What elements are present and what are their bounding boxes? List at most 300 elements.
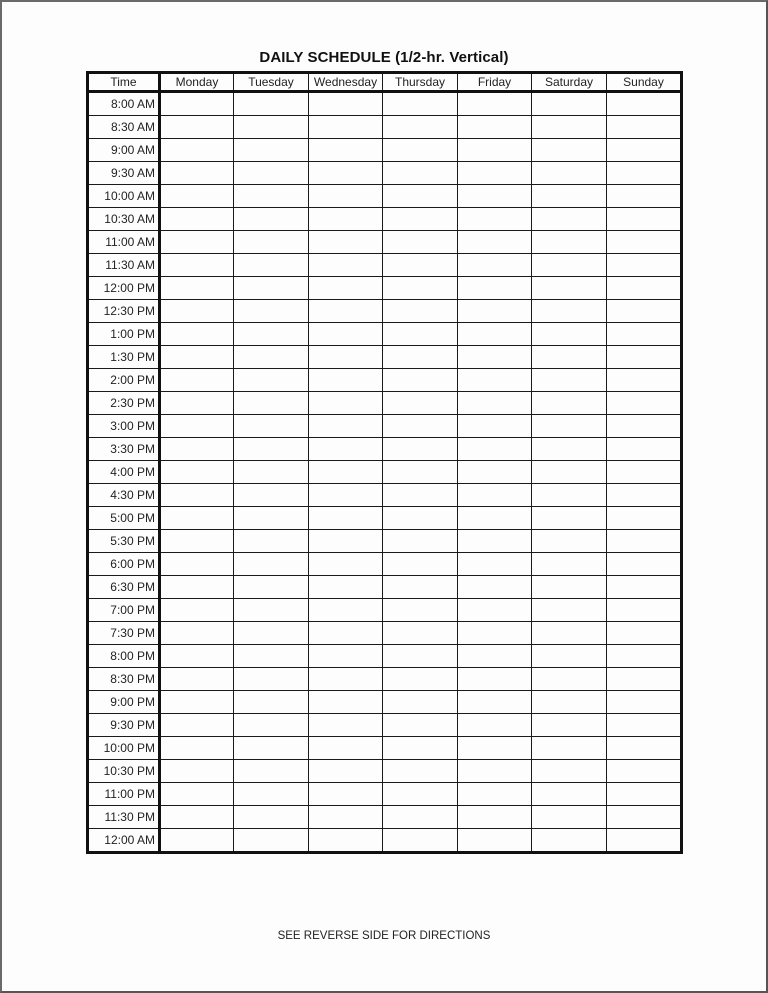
- time-label: 9:30 PM: [88, 714, 160, 737]
- schedule-cell-sunday[interactable]: [607, 415, 682, 438]
- schedule-cell-sunday[interactable]: [607, 92, 682, 116]
- schedule-cell-monday[interactable]: [160, 806, 234, 829]
- schedule-cell-tuesday[interactable]: [234, 323, 309, 346]
- schedule-cell-friday[interactable]: [458, 185, 532, 208]
- schedule-cell-friday[interactable]: [458, 668, 532, 691]
- schedule-cell-friday[interactable]: [458, 622, 532, 645]
- schedule-cell-tuesday[interactable]: [234, 438, 309, 461]
- time-label: 4:30 PM: [88, 484, 160, 507]
- schedule-cell-thursday[interactable]: [383, 139, 458, 162]
- schedule-cell-sunday[interactable]: [607, 714, 682, 737]
- schedule-cell-sunday[interactable]: [607, 369, 682, 392]
- schedule-cell-friday[interactable]: [458, 599, 532, 622]
- time-label: 9:00 PM: [88, 691, 160, 714]
- table-row: [88, 806, 682, 829]
- schedule-cell-thursday[interactable]: [383, 645, 458, 668]
- schedule-cell-monday[interactable]: [160, 162, 234, 185]
- schedule-cell-saturday[interactable]: [532, 300, 607, 323]
- schedule-cell-tuesday[interactable]: [234, 645, 309, 668]
- schedule-cell-thursday[interactable]: [383, 553, 458, 576]
- schedule-cell-saturday[interactable]: [532, 806, 607, 829]
- time-label: 8:00 AM: [88, 92, 160, 116]
- schedule-cell-monday[interactable]: [160, 277, 234, 300]
- table-row: [88, 254, 682, 277]
- schedule-cell-tuesday[interactable]: [234, 300, 309, 323]
- schedule-cell-thursday[interactable]: [383, 116, 458, 139]
- schedule-cell-sunday[interactable]: [607, 300, 682, 323]
- schedule-cell-friday[interactable]: [458, 576, 532, 599]
- schedule-cell-wednesday[interactable]: [309, 392, 383, 415]
- schedule-cell-wednesday[interactable]: [309, 346, 383, 369]
- schedule-cell-thursday[interactable]: [383, 668, 458, 691]
- schedule-cell-friday[interactable]: [458, 507, 532, 530]
- table-row: [88, 231, 682, 254]
- schedule-cell-monday[interactable]: [160, 461, 234, 484]
- schedule-cell-friday[interactable]: [458, 323, 532, 346]
- table-row: [88, 530, 682, 553]
- schedule-cell-tuesday[interactable]: [234, 599, 309, 622]
- schedule-cell-sunday[interactable]: [607, 208, 682, 231]
- schedule-cell-monday[interactable]: [160, 484, 234, 507]
- schedule-cell-wednesday[interactable]: [309, 576, 383, 599]
- schedule-cell-monday[interactable]: [160, 92, 234, 116]
- schedule-cell-sunday[interactable]: [607, 760, 682, 783]
- schedule-cell-sunday[interactable]: [607, 737, 682, 760]
- table-row: [88, 714, 682, 737]
- column-header-friday: Friday: [458, 73, 532, 92]
- schedule-cell-monday[interactable]: [160, 208, 234, 231]
- schedule-cell-sunday[interactable]: [607, 461, 682, 484]
- schedule-cell-monday[interactable]: [160, 737, 234, 760]
- schedule-cell-friday[interactable]: [458, 139, 532, 162]
- schedule-cell-sunday[interactable]: [607, 599, 682, 622]
- time-label: 7:00 PM: [88, 599, 160, 622]
- time-label: 9:00 AM: [88, 139, 160, 162]
- schedule-cell-friday[interactable]: [458, 231, 532, 254]
- schedule-cell-friday[interactable]: [458, 208, 532, 231]
- schedule-cell-saturday[interactable]: [532, 231, 607, 254]
- schedule-cell-monday[interactable]: [160, 254, 234, 277]
- schedule-cell-sunday[interactable]: [607, 254, 682, 277]
- schedule-cell-wednesday[interactable]: [309, 185, 383, 208]
- schedule-cell-saturday[interactable]: [532, 185, 607, 208]
- schedule-cell-sunday[interactable]: [607, 162, 682, 185]
- schedule-cell-saturday[interactable]: [532, 829, 607, 853]
- schedule-cell-saturday[interactable]: [532, 208, 607, 231]
- schedule-cell-wednesday[interactable]: [309, 116, 383, 139]
- schedule-cell-thursday[interactable]: [383, 369, 458, 392]
- schedule-cell-tuesday[interactable]: [234, 208, 309, 231]
- schedule-cell-thursday[interactable]: [383, 208, 458, 231]
- table-row: [88, 760, 682, 783]
- column-header-sunday: Sunday: [607, 73, 682, 92]
- schedule-cell-wednesday[interactable]: [309, 415, 383, 438]
- schedule-cell-saturday[interactable]: [532, 139, 607, 162]
- schedule-cell-saturday[interactable]: [532, 415, 607, 438]
- table-row: [88, 415, 682, 438]
- schedule-cell-wednesday[interactable]: [309, 599, 383, 622]
- schedule-cell-wednesday[interactable]: [309, 829, 383, 853]
- schedule-cell-sunday[interactable]: [607, 438, 682, 461]
- time-label: 4:00 PM: [88, 461, 160, 484]
- schedule-cell-thursday[interactable]: [383, 277, 458, 300]
- schedule-cell-friday[interactable]: [458, 530, 532, 553]
- schedule-cell-saturday[interactable]: [532, 484, 607, 507]
- schedule-cell-friday[interactable]: [458, 300, 532, 323]
- schedule-cell-saturday[interactable]: [532, 714, 607, 737]
- schedule-cell-wednesday[interactable]: [309, 162, 383, 185]
- schedule-cell-friday[interactable]: [458, 829, 532, 853]
- schedule-cell-tuesday[interactable]: [234, 530, 309, 553]
- schedule-cell-thursday[interactable]: [383, 576, 458, 599]
- table-row: [88, 668, 682, 691]
- schedule-cell-wednesday[interactable]: [309, 277, 383, 300]
- table-row: [88, 139, 682, 162]
- schedule-cell-sunday[interactable]: [607, 346, 682, 369]
- schedule-cell-saturday[interactable]: [532, 254, 607, 277]
- schedule-cell-wednesday[interactable]: [309, 530, 383, 553]
- schedule-cell-sunday[interactable]: [607, 622, 682, 645]
- time-label: 11:00 AM: [88, 231, 160, 254]
- schedule-cell-saturday[interactable]: [532, 438, 607, 461]
- schedule-cell-sunday[interactable]: [607, 829, 682, 853]
- time-label: 7:30 PM: [88, 622, 160, 645]
- schedule-cell-thursday[interactable]: [383, 530, 458, 553]
- schedule-cell-sunday[interactable]: [607, 691, 682, 714]
- schedule-cell-tuesday[interactable]: [234, 507, 309, 530]
- schedule-cell-sunday[interactable]: [607, 530, 682, 553]
- schedule-cell-friday[interactable]: [458, 714, 532, 737]
- schedule-cell-tuesday[interactable]: [234, 231, 309, 254]
- schedule-cell-wednesday[interactable]: [309, 92, 383, 116]
- schedule-cell-saturday[interactable]: [532, 783, 607, 806]
- schedule-cell-thursday[interactable]: [383, 691, 458, 714]
- schedule-cell-thursday[interactable]: [383, 737, 458, 760]
- schedule-cell-tuesday[interactable]: [234, 277, 309, 300]
- schedule-cell-tuesday[interactable]: [234, 254, 309, 277]
- table-row: [88, 392, 682, 415]
- column-header-thursday: Thursday: [383, 73, 458, 92]
- schedule-cell-thursday[interactable]: [383, 829, 458, 853]
- schedule-cell-thursday[interactable]: [383, 783, 458, 806]
- schedule-cell-friday[interactable]: [458, 760, 532, 783]
- time-label: 1:30 PM: [88, 346, 160, 369]
- schedule-cell-sunday[interactable]: [607, 783, 682, 806]
- schedule-cell-saturday[interactable]: [532, 92, 607, 116]
- schedule-cell-thursday[interactable]: [383, 300, 458, 323]
- schedule-cell-tuesday[interactable]: [234, 668, 309, 691]
- schedule-cell-monday[interactable]: [160, 645, 234, 668]
- schedule-cell-monday[interactable]: [160, 622, 234, 645]
- schedule-cell-wednesday[interactable]: [309, 254, 383, 277]
- schedule-cell-thursday[interactable]: [383, 346, 458, 369]
- schedule-cell-tuesday[interactable]: [234, 162, 309, 185]
- schedule-cell-monday[interactable]: [160, 530, 234, 553]
- schedule-cell-tuesday[interactable]: [234, 576, 309, 599]
- time-label: 12:00 AM: [88, 829, 160, 853]
- schedule-cell-saturday[interactable]: [532, 346, 607, 369]
- schedule-cell-friday[interactable]: [458, 645, 532, 668]
- schedule-cell-sunday[interactable]: [607, 323, 682, 346]
- schedule-cell-friday[interactable]: [458, 116, 532, 139]
- schedule-cell-sunday[interactable]: [607, 392, 682, 415]
- schedule-cell-tuesday[interactable]: [234, 484, 309, 507]
- schedule-cell-saturday[interactable]: [532, 576, 607, 599]
- schedule-cell-friday[interactable]: [458, 254, 532, 277]
- schedule-cell-thursday[interactable]: [383, 714, 458, 737]
- schedule-cell-thursday[interactable]: [383, 392, 458, 415]
- schedule-cell-wednesday[interactable]: [309, 553, 383, 576]
- schedule-cell-monday[interactable]: [160, 231, 234, 254]
- schedule-cell-wednesday[interactable]: [309, 714, 383, 737]
- schedule-cell-tuesday[interactable]: [234, 415, 309, 438]
- schedule-cell-thursday[interactable]: [383, 760, 458, 783]
- schedule-cell-saturday[interactable]: [532, 737, 607, 760]
- time-label: 10:30 PM: [88, 760, 160, 783]
- column-header-tuesday: Tuesday: [234, 73, 309, 92]
- column-header-monday: Monday: [160, 73, 234, 92]
- time-label: 11:00 PM: [88, 783, 160, 806]
- schedule-cell-monday[interactable]: [160, 438, 234, 461]
- schedule-cell-sunday[interactable]: [607, 484, 682, 507]
- table-row: [88, 461, 682, 484]
- table-row: [88, 323, 682, 346]
- schedule-cell-saturday[interactable]: [532, 323, 607, 346]
- schedule-cell-friday[interactable]: [458, 92, 532, 116]
- schedule-cell-monday[interactable]: [160, 760, 234, 783]
- time-label: 8:00 PM: [88, 645, 160, 668]
- schedule-cell-wednesday[interactable]: [309, 645, 383, 668]
- schedule-cell-wednesday[interactable]: [309, 691, 383, 714]
- schedule-cell-thursday[interactable]: [383, 599, 458, 622]
- schedule-cell-sunday[interactable]: [607, 507, 682, 530]
- schedule-cell-saturday[interactable]: [532, 530, 607, 553]
- schedule-cell-thursday[interactable]: [383, 185, 458, 208]
- table-row: [88, 783, 682, 806]
- column-header-wednesday: Wednesday: [309, 73, 383, 92]
- schedule-cell-monday[interactable]: [160, 714, 234, 737]
- time-label: 6:30 PM: [88, 576, 160, 599]
- table-row: [88, 438, 682, 461]
- schedule-cell-friday[interactable]: [458, 392, 532, 415]
- schedule-cell-monday[interactable]: [160, 507, 234, 530]
- schedule-cell-sunday[interactable]: [607, 231, 682, 254]
- schedule-cell-monday[interactable]: [160, 691, 234, 714]
- schedule-cell-wednesday[interactable]: [309, 461, 383, 484]
- schedule-cell-tuesday[interactable]: [234, 829, 309, 853]
- schedule-cell-saturday[interactable]: [532, 369, 607, 392]
- schedule-cell-sunday[interactable]: [607, 139, 682, 162]
- schedule-cell-thursday[interactable]: [383, 461, 458, 484]
- table-row: [88, 622, 682, 645]
- schedule-cell-friday[interactable]: [458, 346, 532, 369]
- schedule-cell-sunday[interactable]: [607, 576, 682, 599]
- schedule-cell-friday[interactable]: [458, 461, 532, 484]
- time-label: 3:30 PM: [88, 438, 160, 461]
- schedule-cell-friday[interactable]: [458, 162, 532, 185]
- schedule-cell-monday[interactable]: [160, 139, 234, 162]
- table-row: [88, 300, 682, 323]
- schedule-cell-wednesday[interactable]: [309, 438, 383, 461]
- schedule-cell-saturday[interactable]: [532, 553, 607, 576]
- table-row: [88, 185, 682, 208]
- table-row: [88, 346, 682, 369]
- schedule-cell-tuesday[interactable]: [234, 737, 309, 760]
- schedule-cell-saturday[interactable]: [532, 116, 607, 139]
- time-label: 8:30 AM: [88, 116, 160, 139]
- time-label: 3:00 PM: [88, 415, 160, 438]
- schedule-cell-friday[interactable]: [458, 484, 532, 507]
- table-row: [88, 277, 682, 300]
- schedule-cell-wednesday[interactable]: [309, 783, 383, 806]
- schedule-cell-tuesday[interactable]: [234, 116, 309, 139]
- schedule-cell-thursday[interactable]: [383, 484, 458, 507]
- schedule-cell-sunday[interactable]: [607, 645, 682, 668]
- schedule-cell-saturday[interactable]: [532, 392, 607, 415]
- schedule-cell-tuesday[interactable]: [234, 714, 309, 737]
- schedule-cell-sunday[interactable]: [607, 668, 682, 691]
- table-row: [88, 829, 682, 853]
- schedule-cell-thursday[interactable]: [383, 507, 458, 530]
- schedule-cell-saturday[interactable]: [532, 162, 607, 185]
- time-label: 10:00 AM: [88, 185, 160, 208]
- schedule-cell-wednesday[interactable]: [309, 622, 383, 645]
- schedule-cell-saturday[interactable]: [532, 760, 607, 783]
- schedule-cell-saturday[interactable]: [532, 277, 607, 300]
- table-row: [88, 208, 682, 231]
- schedule-cell-friday[interactable]: [458, 783, 532, 806]
- schedule-cell-saturday[interactable]: [532, 461, 607, 484]
- schedule-cell-monday[interactable]: [160, 392, 234, 415]
- schedule-cell-tuesday[interactable]: [234, 139, 309, 162]
- schedule-cell-wednesday[interactable]: [309, 208, 383, 231]
- header-row: [88, 73, 682, 92]
- table-row: [88, 507, 682, 530]
- time-label: 1:00 PM: [88, 323, 160, 346]
- schedule-cell-monday[interactable]: [160, 185, 234, 208]
- schedule-cell-monday[interactable]: [160, 783, 234, 806]
- page-title: DAILY SCHEDULE (1/2-hr. Vertical): [259, 49, 509, 66]
- schedule-cell-tuesday[interactable]: [234, 622, 309, 645]
- schedule-cell-monday[interactable]: [160, 668, 234, 691]
- schedule-cell-wednesday[interactable]: [309, 760, 383, 783]
- time-label: 12:00 PM: [88, 277, 160, 300]
- schedule-cell-saturday[interactable]: [532, 622, 607, 645]
- schedule-cell-friday[interactable]: [458, 438, 532, 461]
- schedule-cell-tuesday[interactable]: [234, 369, 309, 392]
- schedule-cell-thursday[interactable]: [383, 438, 458, 461]
- time-label: 10:00 PM: [88, 737, 160, 760]
- time-label: 9:30 AM: [88, 162, 160, 185]
- schedule-cell-friday[interactable]: [458, 277, 532, 300]
- schedule-cell-tuesday[interactable]: [234, 392, 309, 415]
- schedule-cell-monday[interactable]: [160, 599, 234, 622]
- schedule-cell-friday[interactable]: [458, 737, 532, 760]
- schedule-cell-tuesday[interactable]: [234, 760, 309, 783]
- schedule-cell-tuesday[interactable]: [234, 461, 309, 484]
- schedule-cell-friday[interactable]: [458, 553, 532, 576]
- schedule-cell-monday[interactable]: [160, 829, 234, 853]
- schedule-cell-friday[interactable]: [458, 369, 532, 392]
- time-label: 12:30 PM: [88, 300, 160, 323]
- time-label: 2:30 PM: [88, 392, 160, 415]
- schedule-cell-saturday[interactable]: [532, 507, 607, 530]
- schedule-cell-wednesday[interactable]: [309, 231, 383, 254]
- table-row: [88, 553, 682, 576]
- table-row: [88, 116, 682, 139]
- schedule-cell-saturday[interactable]: [532, 645, 607, 668]
- schedule-cell-saturday[interactable]: [532, 668, 607, 691]
- schedule-cell-monday[interactable]: [160, 415, 234, 438]
- schedule-cell-monday[interactable]: [160, 323, 234, 346]
- schedule-cell-wednesday[interactable]: [309, 806, 383, 829]
- schedule-cell-friday[interactable]: [458, 691, 532, 714]
- schedule-cell-wednesday[interactable]: [309, 323, 383, 346]
- schedule-cell-monday[interactable]: [160, 116, 234, 139]
- schedule-cell-tuesday[interactable]: [234, 783, 309, 806]
- time-label: 2:00 PM: [88, 369, 160, 392]
- schedule-cell-thursday[interactable]: [383, 254, 458, 277]
- footer-note: SEE REVERSE SIDE FOR DIRECTIONS: [277, 930, 491, 942]
- schedule-table: [86, 71, 683, 854]
- schedule-cell-tuesday[interactable]: [234, 185, 309, 208]
- schedule-cell-sunday[interactable]: [607, 553, 682, 576]
- column-header-time: Time: [88, 73, 160, 92]
- schedule-cell-tuesday[interactable]: [234, 346, 309, 369]
- schedule-cell-sunday[interactable]: [607, 277, 682, 300]
- time-label: 10:30 AM: [88, 208, 160, 231]
- schedule-cell-thursday[interactable]: [383, 162, 458, 185]
- schedule-cell-saturday[interactable]: [532, 691, 607, 714]
- time-label: 11:30 AM: [88, 254, 160, 277]
- schedule-cell-thursday[interactable]: [383, 323, 458, 346]
- schedule-cell-tuesday[interactable]: [234, 92, 309, 116]
- schedule-cell-monday[interactable]: [160, 553, 234, 576]
- schedule-cell-friday[interactable]: [458, 806, 532, 829]
- schedule-cell-friday[interactable]: [458, 415, 532, 438]
- time-label: 8:30 PM: [88, 668, 160, 691]
- schedule-cell-wednesday[interactable]: [309, 300, 383, 323]
- schedule-cell-sunday[interactable]: [607, 116, 682, 139]
- schedule-cell-thursday[interactable]: [383, 622, 458, 645]
- schedule-cell-sunday[interactable]: [607, 806, 682, 829]
- schedule-cell-thursday[interactable]: [383, 92, 458, 116]
- schedule-cell-monday[interactable]: [160, 300, 234, 323]
- schedule-cell-thursday[interactable]: [383, 231, 458, 254]
- table-row: [88, 484, 682, 507]
- schedule-cell-wednesday[interactable]: [309, 484, 383, 507]
- schedule-cell-monday[interactable]: [160, 346, 234, 369]
- schedule-cell-wednesday[interactable]: [309, 369, 383, 392]
- schedule-cell-monday[interactable]: [160, 576, 234, 599]
- time-label: 6:00 PM: [88, 553, 160, 576]
- schedule-cell-tuesday[interactable]: [234, 691, 309, 714]
- schedule-cell-wednesday[interactable]: [309, 507, 383, 530]
- table-row: [88, 369, 682, 392]
- schedule-cell-thursday[interactable]: [383, 806, 458, 829]
- schedule-cell-tuesday[interactable]: [234, 806, 309, 829]
- schedule-cell-tuesday[interactable]: [234, 553, 309, 576]
- schedule-cell-wednesday[interactable]: [309, 737, 383, 760]
- schedule-cell-wednesday[interactable]: [309, 668, 383, 691]
- schedule-cell-monday[interactable]: [160, 369, 234, 392]
- schedule-cell-thursday[interactable]: [383, 415, 458, 438]
- schedule-cell-saturday[interactable]: [532, 599, 607, 622]
- schedule-cell-sunday[interactable]: [607, 185, 682, 208]
- time-label: 5:30 PM: [88, 530, 160, 553]
- table-row: [88, 576, 682, 599]
- schedule-cell-wednesday[interactable]: [309, 139, 383, 162]
